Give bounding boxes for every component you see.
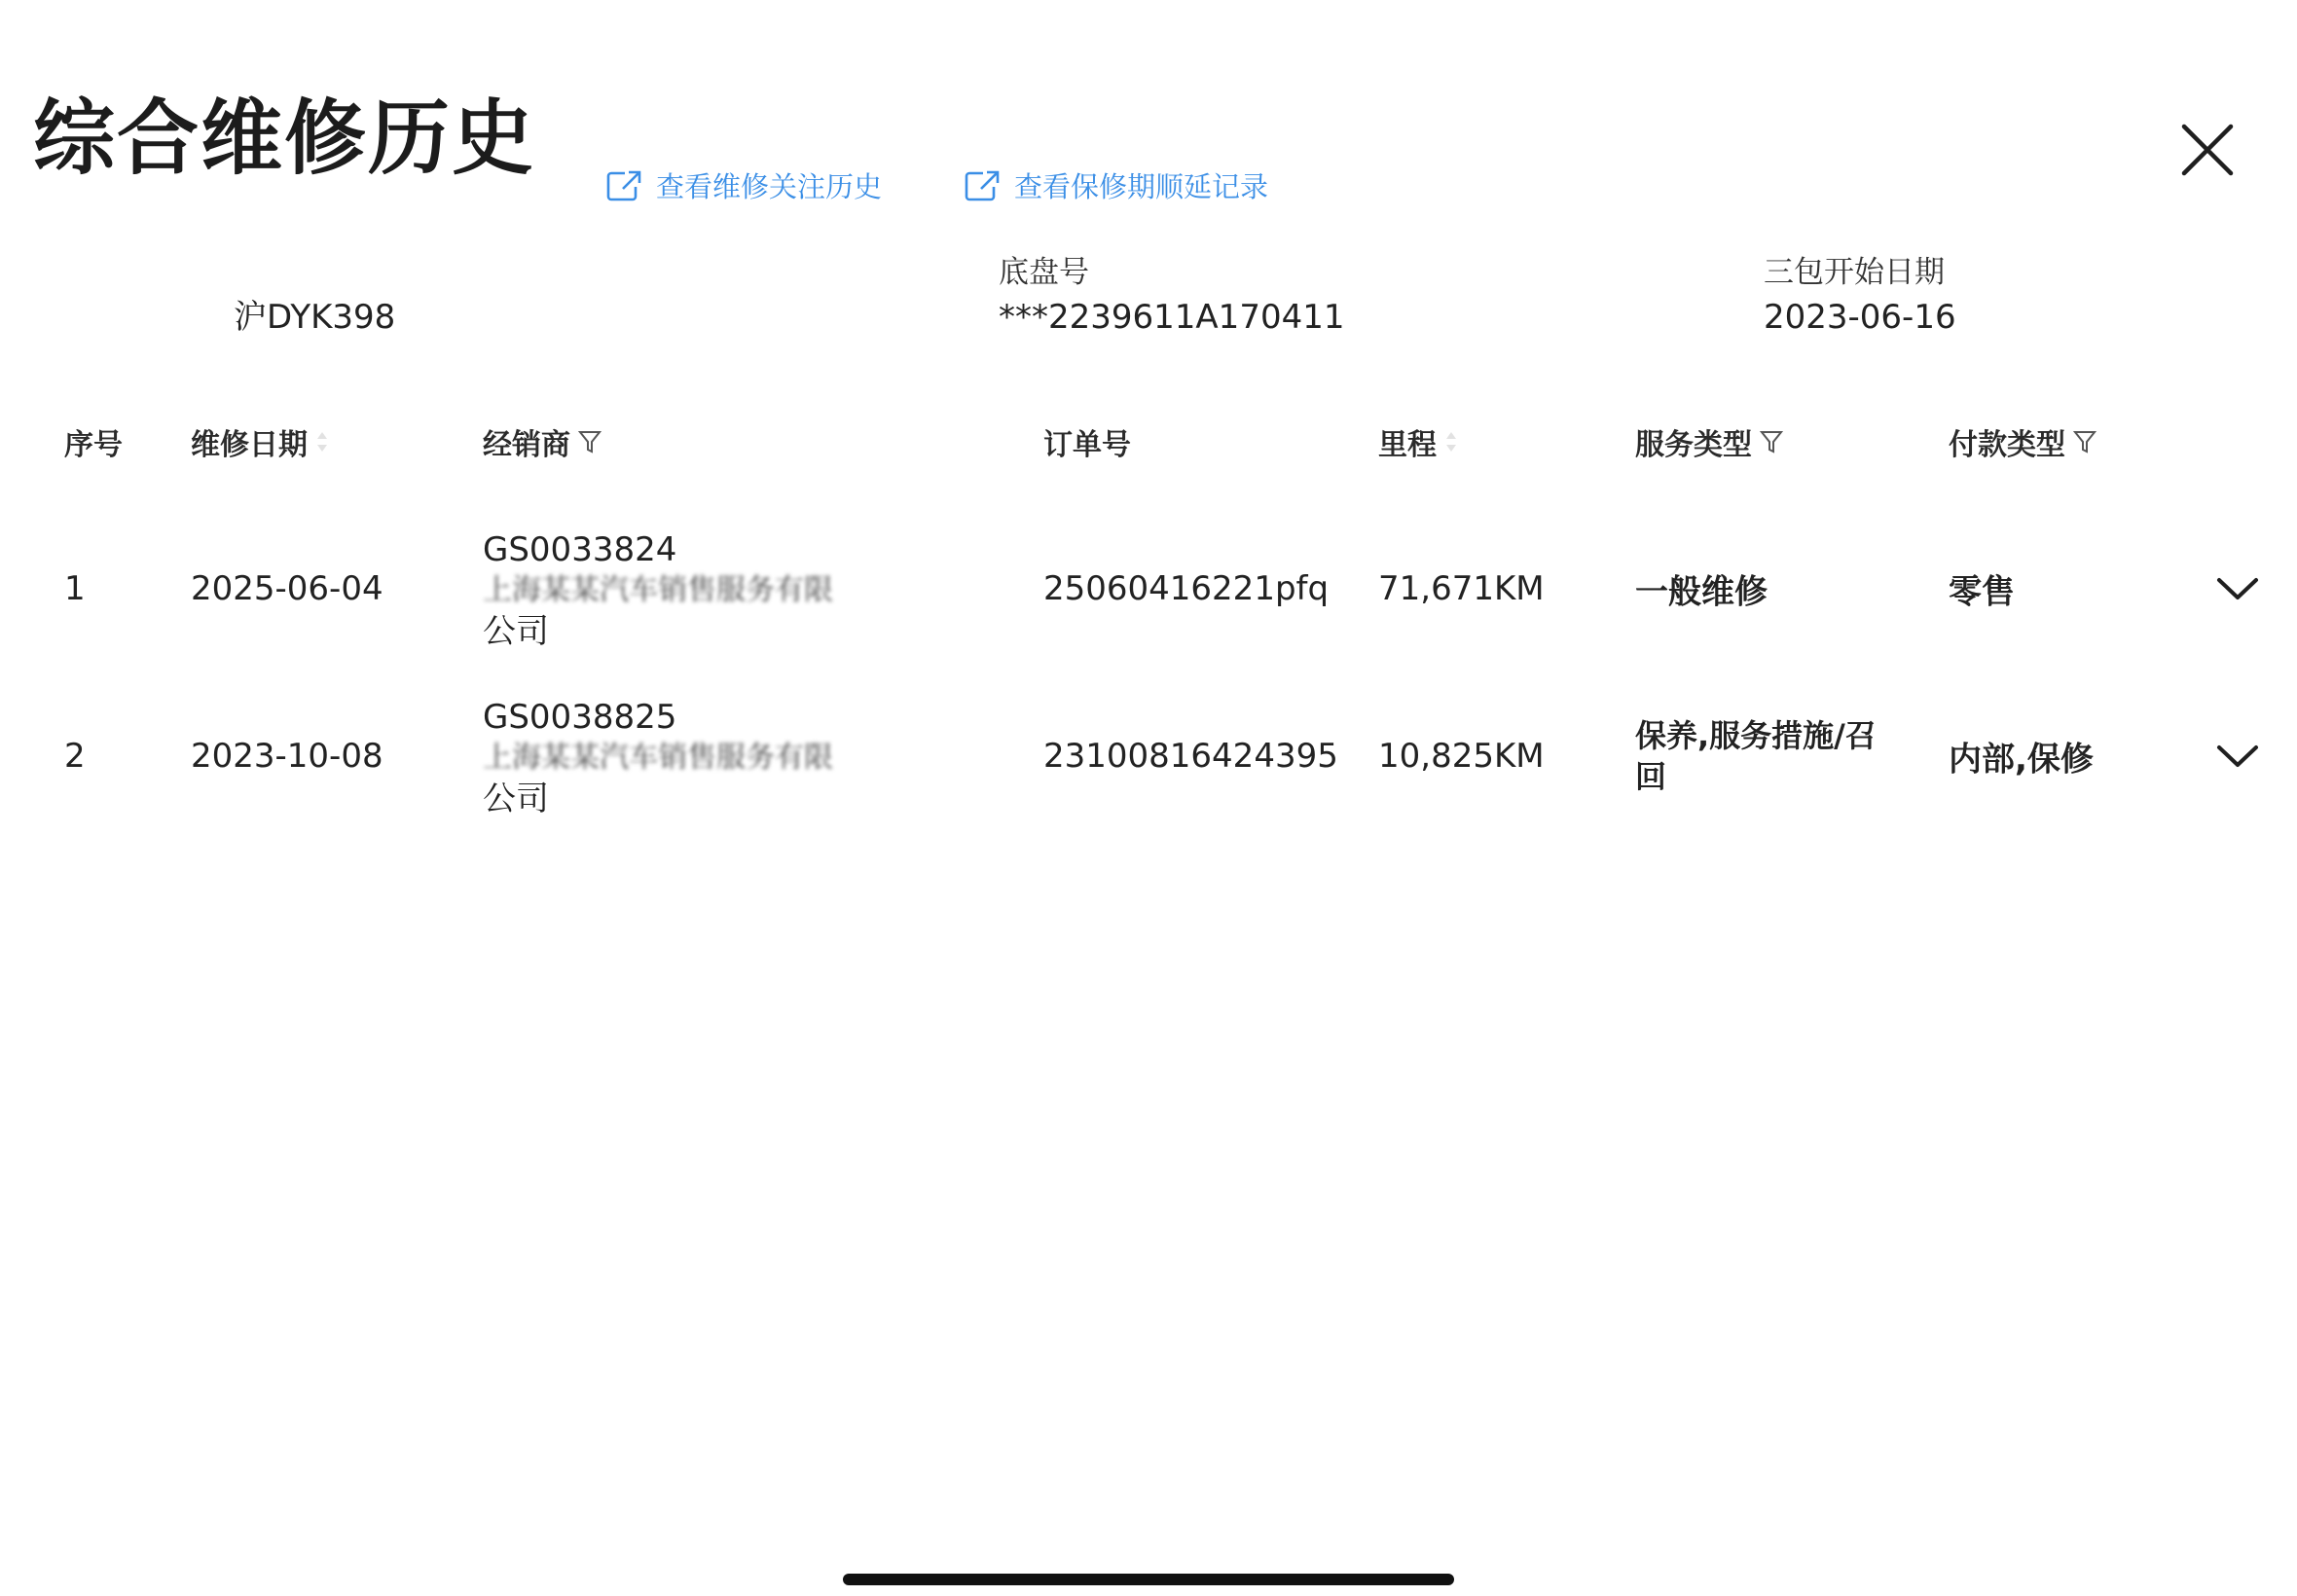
- warranty-start-label: 三包开始日期: [1764, 255, 1945, 290]
- cell-dealer: [483, 697, 989, 819]
- cell-index: 2: [64, 737, 86, 776]
- chevron-down-icon[interactable]: [2215, 574, 2260, 603]
- external-link-icon: [964, 169, 1001, 202]
- external-link-icon: [605, 169, 642, 202]
- column-header-order-no: [1043, 420, 1131, 463]
- chassis-label: 底盘号: [999, 255, 1089, 290]
- chassis-value: ***2239611A170411: [999, 298, 1345, 337]
- cell-payment-type: 内部,保修: [1949, 740, 2094, 780]
- plate-label: [234, 251, 395, 294]
- view-repair-attention-history-label: 查看维修关注历史: [656, 170, 883, 203]
- cell-order-no: 25060416221pfq: [1043, 569, 1330, 608]
- dealer-name-end: 公司: [483, 612, 549, 651]
- chevron-down-icon[interactable]: [2215, 742, 2260, 771]
- close-icon: [2176, 119, 2239, 181]
- cell-index: 1: [64, 569, 86, 608]
- sort-icon[interactable]: [1444, 429, 1458, 454]
- cell-service-type: 保养,服务措施/召回: [1635, 717, 1877, 795]
- dealer-code: GS0033824: [483, 530, 677, 569]
- plate-value: 沪DYK398: [234, 298, 396, 337]
- close-button[interactable]: [2176, 119, 2239, 181]
- filter-icon[interactable]: [1760, 429, 1783, 454]
- column-header-mileage[interactable]: [1378, 420, 1458, 463]
- table-row[interactable]: [64, 673, 2274, 839]
- cell-repair-date: 2023-10-08: [191, 737, 383, 776]
- warranty-start-info: [1764, 251, 1956, 341]
- column-header-service-type[interactable]: [1635, 420, 1783, 463]
- dealer-name-end: 公司: [483, 780, 549, 818]
- column-header-dealer-label: 经销商: [483, 428, 570, 462]
- column-header-service-type-label: 服务类型: [1635, 428, 1752, 462]
- cell-mileage: 10,825KM: [1378, 737, 1545, 776]
- view-warranty-extension-link[interactable]: [964, 165, 1268, 205]
- chassis-info: [999, 251, 1344, 341]
- cell-mileage: 71,671KM: [1378, 569, 1545, 608]
- repair-history-table: [64, 409, 2274, 818]
- cell-payment-type: 零售: [1949, 572, 2015, 612]
- table-row[interactable]: [64, 506, 2274, 671]
- filter-icon[interactable]: [2073, 429, 2096, 454]
- cell-dealer: [483, 529, 989, 652]
- column-header-repair-date[interactable]: [191, 420, 329, 463]
- table-header: [64, 409, 2274, 477]
- view-warranty-extension-label: 查看保修期顺延记录: [1014, 170, 1269, 203]
- dealer-name-redacted: 上海某某汽车销售服务有限: [483, 573, 833, 607]
- page-title: 综合维修历史: [33, 91, 536, 186]
- column-header-mileage-label: 里程: [1378, 428, 1437, 462]
- cell-service-type: 一般维修: [1635, 572, 1768, 612]
- filter-icon[interactable]: [578, 429, 602, 454]
- sort-icon[interactable]: [315, 429, 329, 454]
- column-header-payment-type-label: 付款类型: [1949, 428, 2065, 462]
- column-header-payment-type[interactable]: [1949, 420, 2096, 463]
- column-header-repair-date-label: 维修日期: [191, 428, 308, 462]
- dealer-name-redacted: 上海某某汽车销售服务有限: [483, 741, 833, 775]
- column-header-index-label: 序号: [64, 428, 123, 462]
- home-indicator: [843, 1574, 1454, 1585]
- warranty-start-value: 2023-06-16: [1764, 298, 1956, 337]
- view-repair-attention-history-link[interactable]: [605, 165, 882, 205]
- cell-repair-date: 2025-06-04: [191, 569, 383, 608]
- column-header-dealer[interactable]: [483, 420, 602, 463]
- cell-order-no: 23100816424395: [1043, 737, 1338, 776]
- plate-info: [234, 251, 395, 341]
- column-header-order-no-label: 订单号: [1043, 428, 1131, 462]
- dealer-code: GS0038825: [483, 698, 677, 737]
- column-header-index: [64, 420, 123, 463]
